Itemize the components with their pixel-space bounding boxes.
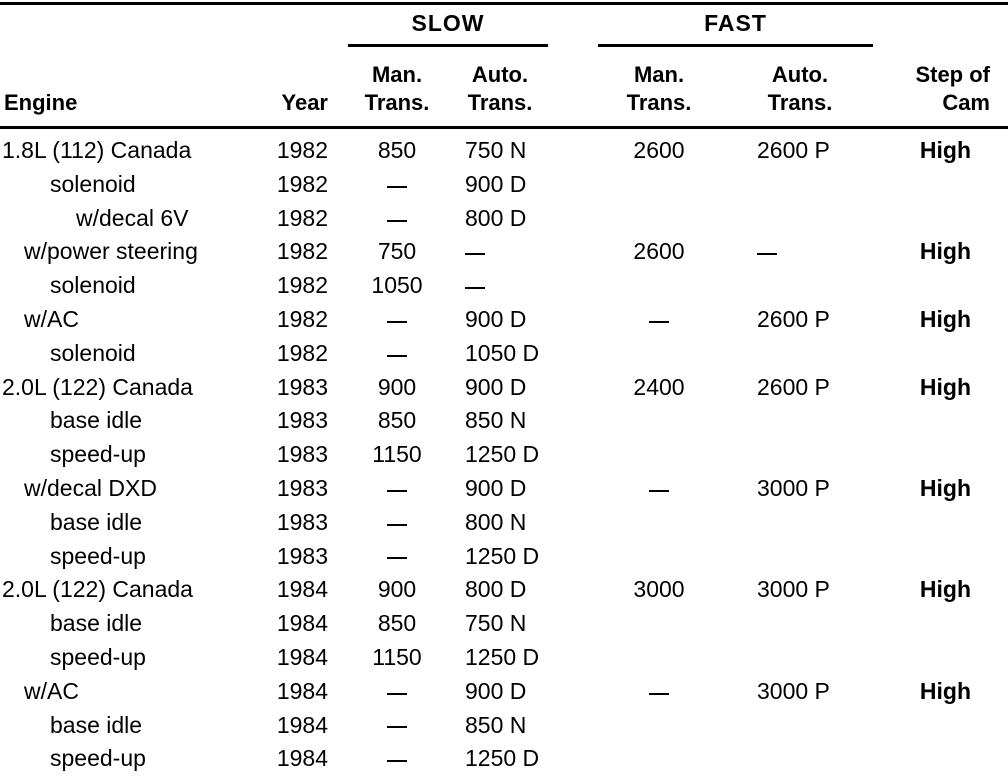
fast-man-trans-cell: [600, 404, 718, 438]
table-row: [0, 742, 1008, 776]
dash-mark: [465, 253, 485, 255]
engine-cell: speed-up: [50, 745, 146, 772]
table-row: [0, 540, 1008, 574]
step-of-cam-cell: High: [919, 238, 971, 265]
fast-man-trans-cell: [600, 506, 718, 540]
fast-man-trans-cell: [600, 303, 718, 337]
table-row: [0, 134, 1008, 168]
table-body: [0, 134, 1008, 776]
fast-man-trans-cell: [600, 641, 718, 675]
year-cell: 1984: [276, 677, 328, 704]
dash-mark: [387, 186, 407, 188]
fast-auto-trans-cell: 3000 P: [757, 474, 830, 501]
header-engine: Engine: [4, 90, 78, 115]
slow-man-trans-cell: 1150: [372, 441, 422, 468]
dash-mark: [387, 490, 407, 492]
slow-auto-trans-cell: 750 N: [465, 137, 527, 163]
fast-auto-trans-cell: [735, 607, 855, 641]
table-row: [0, 709, 1008, 743]
fast-auto-trans-cell: [735, 202, 855, 236]
engine-cell: w/power steering: [24, 238, 198, 265]
dash-mark: [387, 524, 407, 526]
dash-mark: [387, 726, 407, 728]
slow-auto-trans-cell: 850 N: [465, 407, 527, 434]
fast-man-trans-cell: 3000: [633, 576, 685, 603]
table-row: [0, 438, 1008, 472]
header-slow-auto-line2: Trans.: [467, 90, 533, 115]
engine-cell: base idle: [50, 508, 143, 535]
engine-cell: solenoid: [50, 339, 136, 366]
header-rule: [0, 126, 1008, 129]
slow-auto-trans-cell: 1250 D: [465, 542, 540, 569]
header-fast-man-line1: Man.: [633, 62, 685, 87]
slow-man-trans-cell: 750: [377, 238, 417, 265]
slow-man-trans-cell: [348, 303, 446, 337]
group-rule-fast: [598, 44, 873, 47]
fast-man-trans-cell: 2600: [633, 137, 685, 163]
slow-man-trans-cell: [348, 742, 446, 776]
engine-cell: w/decal DXD: [24, 474, 157, 501]
header-step-line1: Step of: [915, 62, 990, 87]
table-row: [0, 269, 1008, 303]
step-of-cam-cell: [880, 709, 998, 743]
step-of-cam-cell: High: [919, 373, 971, 400]
fast-man-trans-cell: [600, 472, 718, 506]
engine-cell: 2.0L (122) Canada: [2, 576, 193, 603]
slow-auto-trans-cell: 900 D: [465, 170, 527, 197]
slow-man-trans-cell: 1150: [372, 643, 422, 670]
fast-man-trans-cell: [600, 269, 718, 303]
engine-cell: solenoid: [50, 170, 136, 197]
year-cell: 1983: [276, 474, 328, 501]
slow-man-trans-cell: 850: [377, 407, 417, 434]
header-slow-auto: [450, 61, 550, 117]
fast-auto-trans-cell: 3000 P: [757, 576, 830, 603]
fast-man-trans-cell: [600, 337, 718, 371]
header-slow-man: [348, 61, 446, 117]
header-slow-man-line1: Man.: [371, 62, 423, 87]
fast-man-trans-cell: [600, 709, 718, 743]
fast-auto-trans-cell: 2600 P: [757, 305, 830, 332]
engine-cell: 2.0L (122) Canada: [2, 373, 193, 400]
year-cell: 1984: [276, 711, 328, 738]
slow-man-trans-cell: 850: [377, 610, 417, 637]
dash-mark: [757, 253, 777, 255]
step-of-cam-cell: [880, 337, 998, 371]
slow-auto-trans-cell: 1250 D: [465, 643, 540, 670]
step-of-cam-cell: High: [919, 474, 971, 501]
step-of-cam-cell: High: [919, 576, 971, 603]
slow-man-trans-cell: 900: [377, 373, 417, 400]
step-of-cam-cell: High: [919, 677, 971, 704]
slow-auto-trans-cell: 750 N: [465, 610, 527, 637]
slow-auto-trans-cell: 1050 D: [465, 339, 540, 366]
slow-man-trans-cell: 900: [377, 576, 417, 603]
slow-man-trans-cell: [348, 202, 446, 236]
slow-man-trans-cell: [348, 540, 446, 574]
header-fast-auto-line2: Trans.: [767, 90, 833, 115]
table-row: [0, 675, 1008, 709]
step-of-cam-cell: [880, 506, 998, 540]
slow-auto-trans-cell: 900 D: [465, 474, 527, 501]
step-of-cam-cell: [880, 269, 998, 303]
fast-auto-trans-cell: [735, 540, 855, 574]
header-slow-auto-line1: Auto.: [471, 62, 529, 87]
slow-man-trans-cell: [348, 675, 446, 709]
year-cell: 1984: [276, 745, 328, 772]
year-cell: 1982: [276, 238, 328, 265]
year-cell: 1982: [276, 305, 328, 332]
table-row: [0, 235, 1008, 269]
dash-mark: [387, 321, 407, 323]
step-of-cam-cell: [880, 202, 998, 236]
year-cell: 1983: [276, 508, 328, 535]
fast-auto-trans-cell: [735, 337, 855, 371]
fast-man-trans-cell: [600, 168, 718, 202]
year-cell: 1984: [276, 643, 328, 670]
fast-auto-trans-cell: [735, 168, 855, 202]
slow-man-trans-cell: [348, 506, 446, 540]
fast-auto-trans-cell: [735, 269, 855, 303]
group-label-slow: SLOW: [411, 10, 485, 36]
table-row: [0, 202, 1008, 236]
slow-auto-trans-cell: 900 D: [465, 677, 527, 704]
table-row: [0, 337, 1008, 371]
header-fast-man-line2: Trans.: [626, 90, 692, 115]
dash-mark: [649, 490, 669, 492]
step-of-cam-cell: [880, 540, 998, 574]
year-cell: 1982: [276, 204, 328, 231]
step-of-cam-cell: [880, 742, 998, 776]
year-cell: 1982: [276, 170, 328, 197]
engine-cell: w/AC: [24, 305, 79, 332]
dash-mark: [465, 287, 485, 289]
dash-mark: [387, 220, 407, 222]
year-cell: 1984: [276, 576, 328, 603]
step-of-cam-cell: [880, 438, 998, 472]
year-cell: 1983: [276, 407, 328, 434]
fast-auto-trans-cell: [735, 506, 855, 540]
fast-auto-trans-cell: [735, 709, 855, 743]
table-row: [0, 168, 1008, 202]
table-row: [0, 371, 1008, 405]
slow-man-trans-cell: [348, 472, 446, 506]
header-fast-auto-line1: Auto.: [771, 62, 829, 87]
table-row: [0, 472, 1008, 506]
year-cell: 1982: [276, 339, 328, 366]
slow-man-trans-cell: [348, 337, 446, 371]
engine-cell: base idle: [50, 711, 143, 738]
step-of-cam-cell: [880, 607, 998, 641]
table-row: [0, 607, 1008, 641]
fast-man-trans-cell: [600, 540, 718, 574]
table-row: [0, 303, 1008, 337]
fast-auto-trans-cell: [735, 438, 855, 472]
slow-man-trans-cell: [348, 709, 446, 743]
header-slow-man-line2: Trans.: [364, 90, 430, 115]
step-of-cam-cell: High: [919, 305, 971, 332]
dash-mark: [387, 693, 407, 695]
engine-cell: 1.8L (112) Canada: [2, 137, 192, 163]
table-row: [0, 573, 1008, 607]
slow-man-trans-cell: 850: [377, 137, 417, 163]
fast-auto-trans-cell: 3000 P: [757, 677, 830, 704]
group-rule-slow: [348, 44, 548, 47]
table-row: [0, 641, 1008, 675]
year-cell: 1983: [276, 542, 328, 569]
engine-cell: base idle: [50, 407, 143, 434]
engine-cell: speed-up: [50, 441, 146, 468]
table-row: [0, 404, 1008, 438]
fast-man-trans-cell: [600, 742, 718, 776]
slow-auto-trans-cell: 800 N: [465, 508, 527, 535]
header-year: Year: [281, 90, 328, 115]
fast-auto-trans-cell: 2600 P: [757, 137, 830, 163]
fast-man-trans-cell: 2400: [633, 373, 685, 400]
slow-auto-trans-cell: [455, 269, 545, 303]
fast-man-trans-cell: [600, 438, 718, 472]
engine-cell: w/decal 6V: [76, 204, 189, 231]
dash-mark: [387, 355, 407, 357]
group-label-fast: FAST: [704, 10, 767, 36]
dash-mark: [649, 321, 669, 323]
dash-mark: [387, 557, 407, 559]
year-cell: 1983: [276, 441, 328, 468]
fast-auto-trans-cell: [735, 404, 855, 438]
engine-cell: solenoid: [50, 272, 136, 299]
year-cell: 1982: [276, 137, 328, 163]
engine-cell: speed-up: [50, 542, 146, 569]
fast-auto-trans-cell: [735, 742, 855, 776]
fast-man-trans-cell: [600, 607, 718, 641]
year-cell: 1983: [276, 373, 328, 400]
engine-cell: w/AC: [24, 677, 79, 704]
slow-auto-trans-cell: 1250 D: [465, 745, 540, 772]
slow-man-trans-cell: 1050: [371, 272, 423, 299]
slow-auto-trans-cell: [455, 235, 545, 269]
year-cell: 1982: [276, 272, 328, 299]
fast-man-trans-cell: 2600: [633, 238, 685, 265]
table-row: [0, 506, 1008, 540]
dash-mark: [649, 693, 669, 695]
slow-auto-trans-cell: 1250 D: [465, 441, 540, 468]
step-of-cam-cell: High: [919, 137, 971, 163]
fast-man-trans-cell: [600, 675, 718, 709]
header-step-of-cam: [870, 61, 990, 117]
step-of-cam-cell: [880, 404, 998, 438]
top-rule: [0, 2, 1008, 5]
slow-auto-trans-cell: 900 D: [465, 373, 527, 400]
slow-auto-trans-cell: 800 D: [465, 204, 527, 231]
fast-auto-trans-cell: 2600 P: [757, 373, 830, 400]
dash-mark: [387, 760, 407, 762]
slow-auto-trans-cell: 900 D: [465, 305, 527, 332]
fast-man-trans-cell: [600, 202, 718, 236]
step-of-cam-cell: [880, 641, 998, 675]
year-cell: 1984: [276, 610, 328, 637]
fast-auto-trans-cell: [735, 641, 855, 675]
header-fast-man: [600, 61, 718, 117]
engine-cell: base idle: [50, 610, 143, 637]
slow-auto-trans-cell: 850 N: [465, 711, 527, 738]
header-step-line2: Cam: [942, 90, 990, 115]
fast-auto-trans-cell: [735, 235, 855, 269]
slow-man-trans-cell: [348, 168, 446, 202]
step-of-cam-cell: [880, 168, 998, 202]
slow-auto-trans-cell: 800 D: [465, 576, 527, 603]
header-fast-auto: [740, 61, 860, 117]
engine-cell: speed-up: [50, 643, 146, 670]
